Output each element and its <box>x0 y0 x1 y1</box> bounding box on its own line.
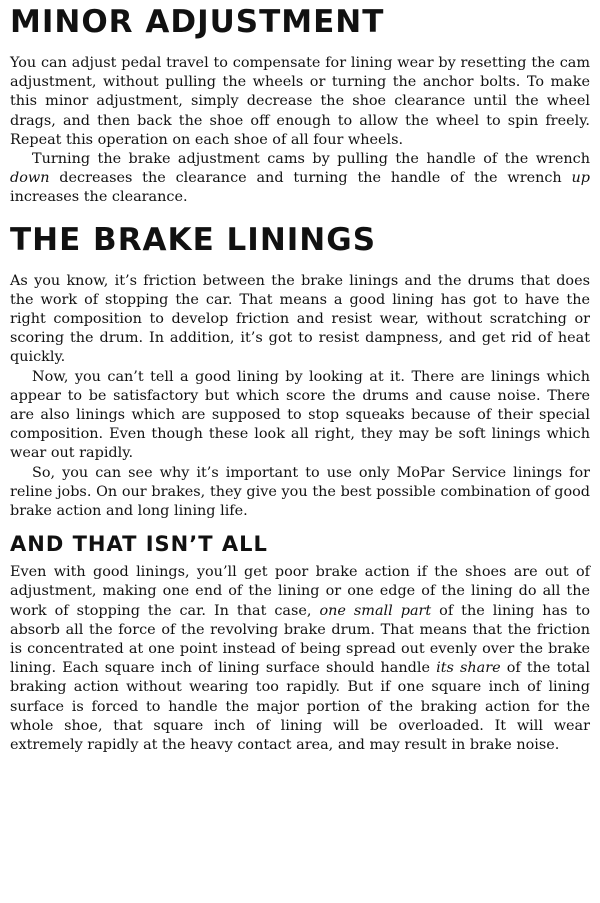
section-brake-linings <box>10 220 590 522</box>
heading-and-that-isnt-all: AND THAT ISN’T ALL <box>10 532 268 557</box>
paragraph-linings-1: As you know, it’s friction between the brake linings and the drums that does the work of stopping the car. That means a good lining has got to have the right composition to develop friction and resist wear, without scratching or scoring the drum. In addition, it’s got to resist dampness, and get rid of heat quickly. <box>10 272 590 366</box>
paragraph-minor-2 <box>10 150 590 208</box>
text-run: Even with good linings, you’ll get poor brake action if the shoes are out of adjustment, making one end of the lining or one edge of the lining do all the work of stopping the car. In that case, <box>10 564 590 619</box>
text-run: of the lining has to absorb all the force of the revolving brake drum. That means that the friction is concentrated at one point instead of being spread out evenly over the brake lining. Each square inch of lining surface should handle <box>10 602 590 677</box>
paragraph-isnt-all-1 <box>10 563 590 755</box>
emphasis-one-small-part: one small part <box>319 602 432 619</box>
heading-brake-linings: THE BRAKE LININGS <box>10 221 377 258</box>
paragraph-linings-2: Now, you can’t tell a good lining by looking at it. There are linings which appear to be satisfactory but which score the drums and cause noise. There are also linings which are supposed to stop squeaks because of their special composition. Even though these look all right, they may be soft linings which wear out rapidly. <box>10 368 590 462</box>
text-run: decreases the clearance and turning the handle of the wrench <box>49 170 572 187</box>
emphasis-up: up <box>571 170 590 187</box>
paragraph-minor-1: You can adjust pedal travel to compensate for lining wear by resetting the cam adjustment, without pulling the wheels or turning the anchor bolts. To make this minor adjustment, simply decrease the shoe clearance until the wheel drags, and then back the shoe off enough to allow the wheel to spin freely. Repeat this operation on each shoe of all four wheels. <box>10 55 590 148</box>
emphasis-down: down <box>10 170 50 187</box>
emphasis-its-share: its share <box>436 660 501 677</box>
text-run: of the total braking action without wearing too rapidly. But if one square inch of lining surface is forced to handle the major portion of the braking action for the whole shoe, that square inch of lining will be overloaded. It will wear extremely rapidly at the heavy contact area, and may result in brake noise. <box>10 660 590 754</box>
paragraph-linings-3: So, you can see why it’s important to use only MoPar Service linings for reline jobs. On our brakes, they give you the best possible combination of good brake action and long lining life. <box>10 464 590 520</box>
section-and-that-isnt-all <box>10 531 590 755</box>
heading-minor-adjustment: MINOR ADJUSTMENT <box>10 4 385 40</box>
section-minor-adjustment <box>10 0 590 208</box>
text-run: increases the clearance. <box>10 189 188 206</box>
text-run: Turning the brake adjustment cams by pulling the handle of the wrench <box>32 151 590 168</box>
